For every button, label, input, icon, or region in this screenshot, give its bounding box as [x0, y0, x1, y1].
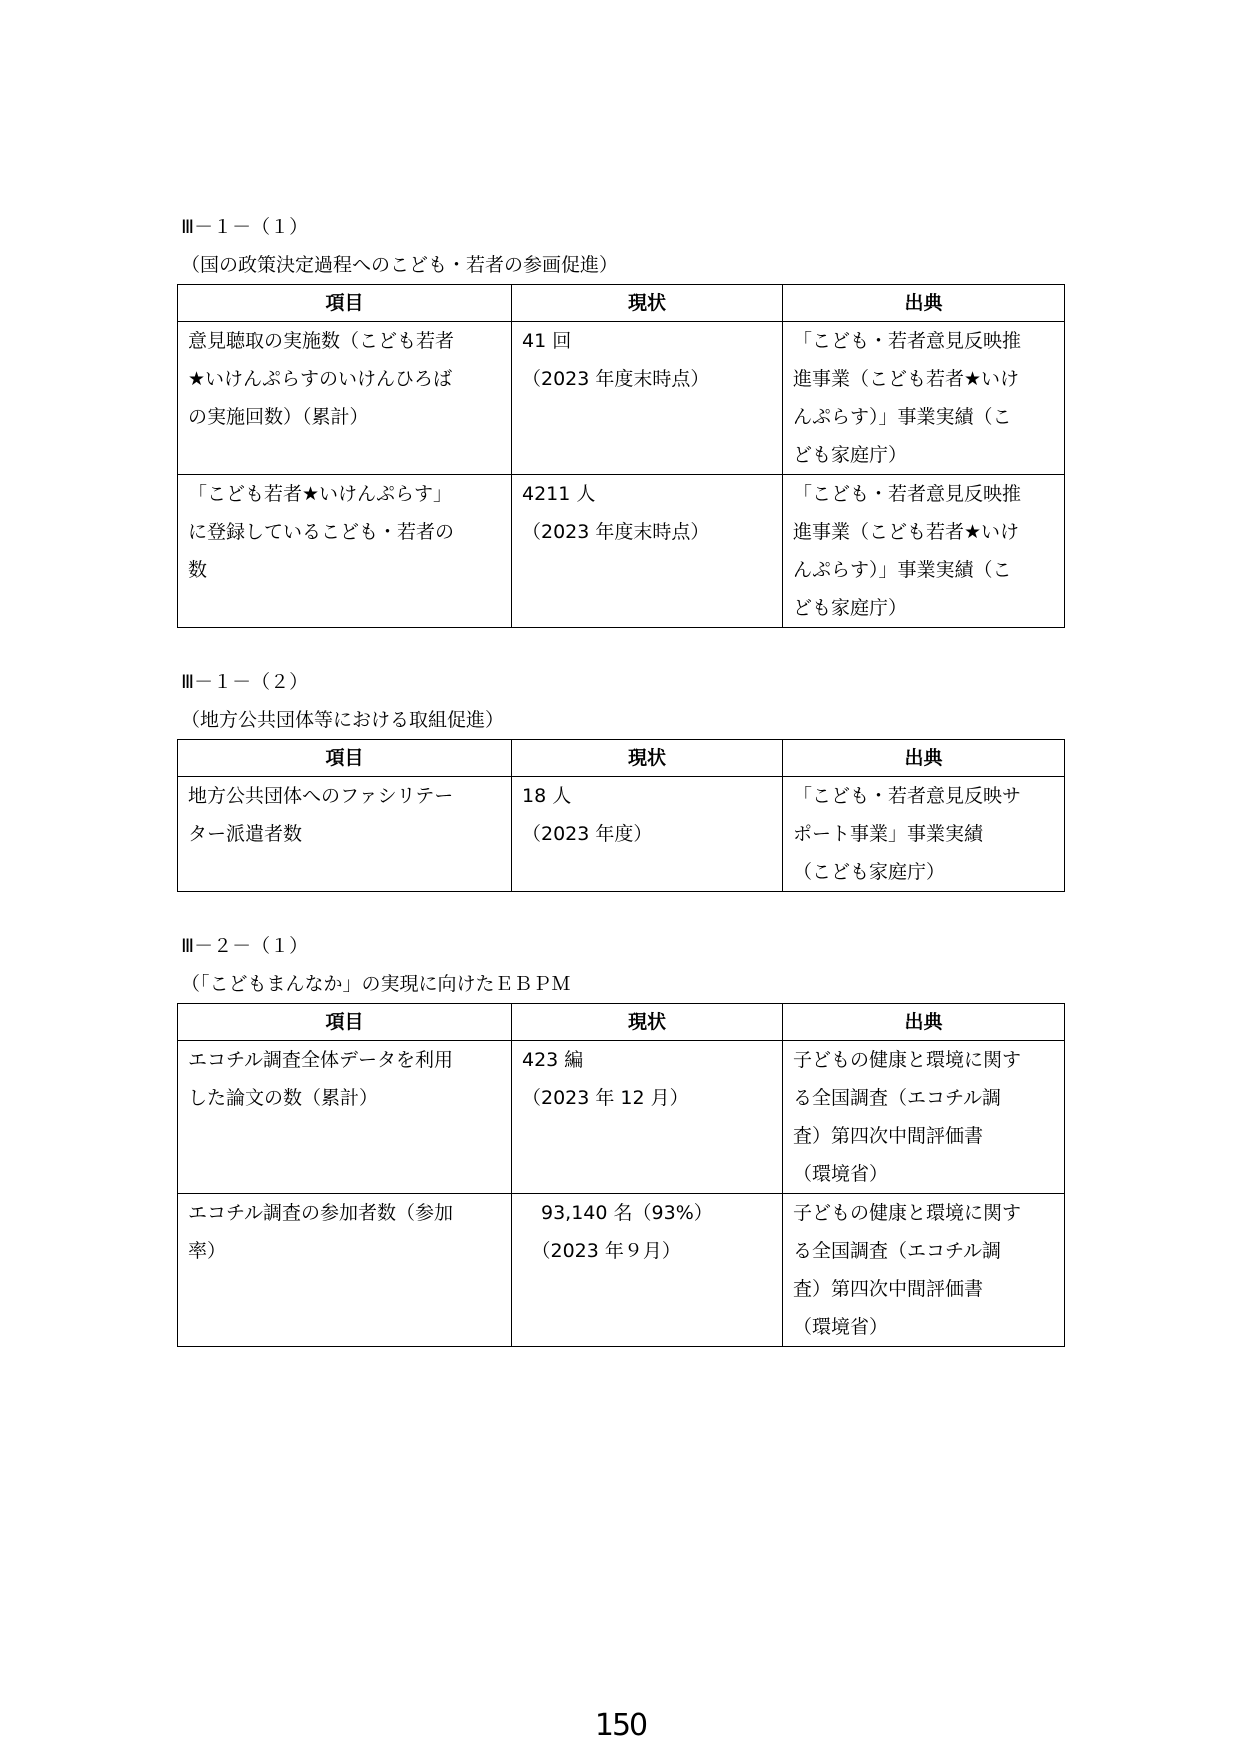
cell-line: 「こども・若者意見反映推 — [793, 483, 1022, 505]
cell-line: エコチル調査の参加者数（参加 — [188, 1202, 454, 1224]
cell-line: る全国調査（エコチル調 — [793, 1087, 1002, 1109]
cell-line: 査）第四次中間評価書 — [793, 1278, 984, 1300]
cell-line: 子どもの健康と環境に関す — [793, 1049, 1022, 1071]
cell-line: 「こども・若者意見反映推 — [793, 330, 1022, 352]
header-status: 現状 — [512, 1004, 783, 1041]
cell-line: 423 編 — [522, 1049, 584, 1071]
section-title: （国の政策決定過程へのこども・若者の参画促進） — [181, 254, 619, 276]
indicator-table — [177, 739, 1065, 892]
cell-source — [783, 777, 1065, 892]
cell-line: （2023 年９月） — [522, 1240, 681, 1262]
cell-line: 進事業（こども若者★いけ — [793, 368, 1020, 390]
cell-line: ども家庭庁） — [793, 597, 908, 619]
cell-line: （2023 年 12 月） — [522, 1087, 689, 1109]
table-header-row — [178, 285, 1065, 322]
cell-item — [178, 475, 512, 628]
cell-line: 4211 人 — [522, 483, 596, 505]
cell-line: （2023 年度） — [522, 823, 653, 845]
cell-line: （環境省） — [793, 1316, 889, 1338]
cell-line: 41 回 — [522, 330, 572, 352]
cell-line: （環境省） — [793, 1163, 889, 1185]
table-row — [178, 777, 1065, 892]
header-item: 項目 — [178, 285, 512, 322]
header-source: 出典 — [783, 285, 1065, 322]
cell-item — [178, 1194, 512, 1347]
cell-line: 数 — [188, 559, 208, 581]
cell-line: 査）第四次中間評価書 — [793, 1125, 984, 1147]
table-header-row — [178, 740, 1065, 777]
cell-line: （2023 年度末時点） — [522, 368, 710, 390]
cell-line: 進事業（こども若者★いけ — [793, 521, 1020, 543]
cell-line: エコチル調査全体データを利用 — [188, 1049, 454, 1071]
table-row — [178, 322, 1065, 475]
cell-source — [783, 1041, 1065, 1194]
table-header-row — [178, 1004, 1065, 1041]
cell-line: 子どもの健康と環境に関す — [793, 1202, 1022, 1224]
cell-line: る全国調査（エコチル調 — [793, 1240, 1002, 1262]
section-1 — [177, 208, 1064, 628]
table-row — [178, 1041, 1065, 1194]
document-page — [177, 208, 1064, 1382]
header-source: 出典 — [783, 1004, 1065, 1041]
cell-item — [178, 322, 512, 475]
cell-line: 「こども若者★いけんぷらす」 — [188, 483, 453, 505]
section-3 — [177, 927, 1064, 1347]
cell-source — [783, 475, 1065, 628]
cell-line: （2023 年度末時点） — [522, 521, 710, 543]
cell-line: ター派遣者数 — [188, 823, 303, 845]
cell-line: した論文の数（累計） — [188, 1087, 379, 1109]
cell-status — [512, 1194, 783, 1347]
section-code: Ⅲ－１－（２） — [181, 671, 309, 693]
section-code: Ⅲ－２－（１） — [181, 935, 309, 957]
cell-line: （こども家庭庁） — [793, 861, 946, 883]
cell-source — [783, 322, 1065, 475]
cell-line: 93,140 名（93%） — [522, 1202, 713, 1224]
cell-status — [512, 777, 783, 892]
cell-line: んぷらす）」事業実績（こ — [793, 559, 1012, 581]
cell-line: に登録しているこども・若者の — [188, 521, 455, 543]
cell-status — [512, 475, 783, 628]
cell-item — [178, 777, 512, 892]
section-title: （地方公共団体等における取組促進） — [181, 709, 505, 731]
cell-line: ポート事業」事業実績 — [793, 823, 984, 845]
section-code: Ⅲ－１－（１） — [181, 216, 309, 238]
cell-line: 地方公共団体へのファシリテー — [188, 785, 454, 807]
cell-source — [783, 1194, 1065, 1347]
section-title: （「こどもまんなか」の実現に向けたＥＢＰＭ — [181, 973, 571, 995]
table-row — [178, 475, 1065, 628]
section-2 — [177, 663, 1064, 892]
cell-line: 18 人 — [522, 785, 572, 807]
cell-line: ★いけんぷらすのいけんひろば — [188, 368, 453, 390]
table-row — [178, 1194, 1065, 1347]
cell-status — [512, 322, 783, 475]
indicator-table — [177, 1003, 1065, 1347]
cell-line: 意見聴取の実施数（こども若者 — [188, 330, 455, 352]
page-number: 150 — [594, 1708, 647, 1743]
header-source: 出典 — [783, 740, 1065, 777]
header-status: 現状 — [512, 285, 783, 322]
cell-status — [512, 1041, 783, 1194]
header-status: 現状 — [512, 740, 783, 777]
header-item: 項目 — [178, 740, 512, 777]
header-item: 項目 — [178, 1004, 512, 1041]
indicator-table — [177, 284, 1065, 628]
cell-line: 「こども・若者意見反映サ — [793, 785, 1022, 807]
cell-line: 率） — [188, 1240, 227, 1262]
cell-line: ども家庭庁） — [793, 444, 908, 466]
cell-item — [178, 1041, 512, 1194]
cell-line: んぷらす）」事業実績（こ — [793, 406, 1012, 428]
cell-line: の実施回数）（累計） — [188, 406, 369, 428]
